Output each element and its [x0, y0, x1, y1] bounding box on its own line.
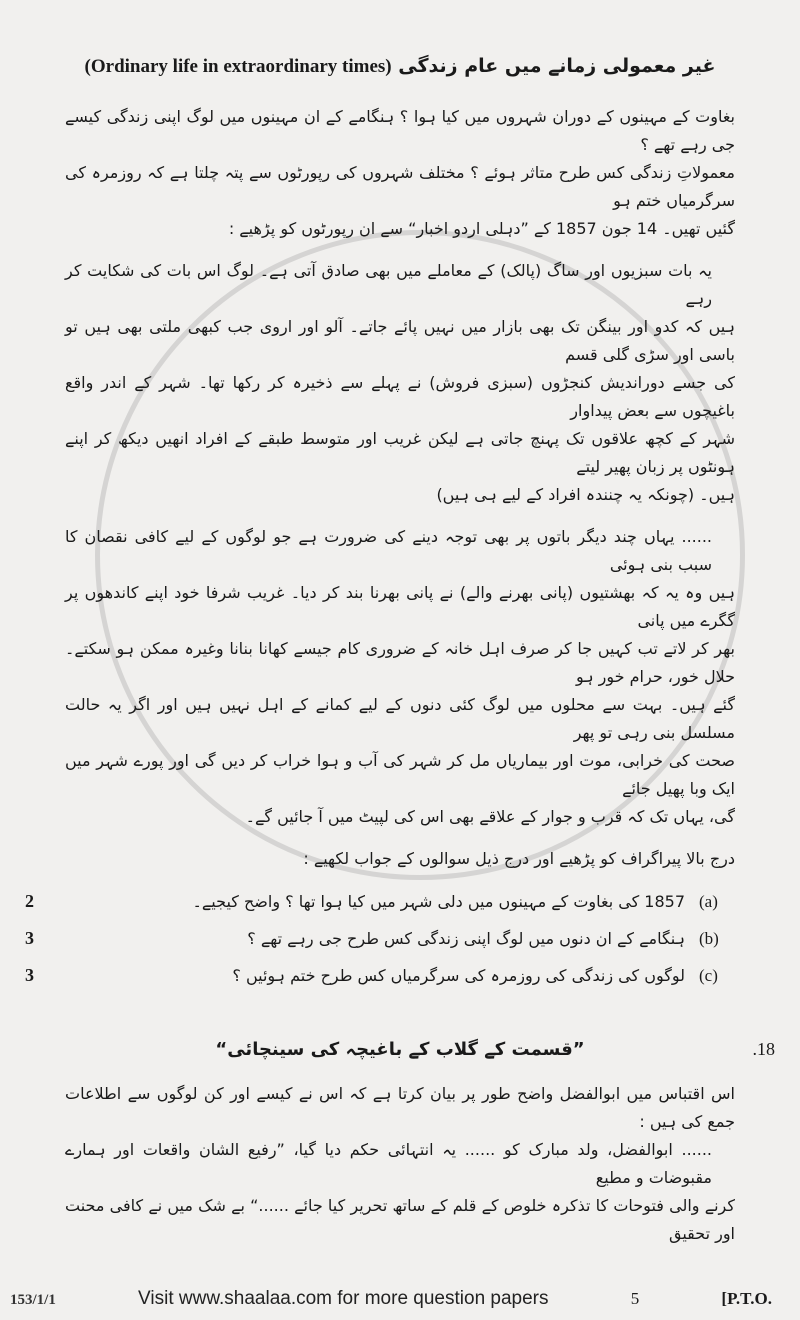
passage-paragraph-2: [65, 523, 735, 831]
shaalaa-link[interactable]: Visit www.shaalaa.com for more question papers: [138, 1288, 549, 1309]
passage-line: کی جسے دوراندیش کنجڑوں (سبزی فروش) نے پہلے سے ذخیرہ کر رکھا تھا۔ شہر کے اندر واقع باغیچوں سے بعض پیداوار: [65, 373, 735, 420]
question-18-paragraph: [65, 1080, 735, 1248]
question-a-label: (a): [699, 892, 718, 911]
passage-line: گی، یہاں تک کہ قرب و جوار کے علاقے بھی اس کی لپیٹ میں آ جائیں گے۔: [245, 807, 735, 826]
page-footer: [0, 1262, 800, 1320]
q18-line: اس اقتباس میں ابوالفضل واضح طور پر بیان کرتا ہے کہ اس نے کیسے اور کن لوگوں سے اطلاعات جمع کی ہیں :: [65, 1084, 735, 1131]
page-number: 5: [630, 1289, 640, 1308]
title-english: (Ordinary life in extraordinary times): [84, 56, 392, 77]
pto-label: [P.T.O.: [721, 1289, 772, 1308]
question-b-text: ہنگامے کے ان دنوں میں لوگ اپنی زندگی کس طرح جی رہے تھے ؟: [247, 929, 685, 948]
question-18-number: .18: [752, 1039, 775, 1059]
passage-line: صحت کی خرابی، موت اور بیماریاں مل کر شہر کی آب و ہوا خراب کر دیں گی اور پورے شہر میں ایک وبا پھیل جائے: [65, 751, 735, 798]
question-18-header: [65, 1036, 775, 1064]
passage-line: ہیں کہ کدو اور بینگن تک بھی بازار میں نہیں پائے جاتے۔ آلو اور اروی جب کبھی ملتی بھی ہیں تو باسی اور سڑی گلی قسم: [65, 317, 735, 364]
question-c-text: لوگوں کی زندگی کی روزمرہ کی سرگرمیاں کس طرح ختم ہوئیں ؟: [232, 966, 685, 985]
passage-line: ...... یہاں چند دیگر باتوں پر بھی توجہ دینے کی ضرورت ہے جو لوگوں کے لیے کافی نقصان کا سبب بنی ہوئی: [65, 527, 712, 574]
q18-line: ...... ابوالفضل، ولد مبارک کو ...... یہ انتہائی حکم دیا گیا، ”رفیع الشان واقعات اور ہمارے مقبوضات و مطیع: [65, 1140, 712, 1187]
intro-line: بغاوت کے مہینوں کے دوران شہروں میں کیا ہوا ؟ ہنگامے کے ان مہینوں میں لوگ اپنی زندگی کیسے جی رہے تھے ؟: [65, 107, 735, 154]
passage-paragraph-1: [65, 257, 735, 509]
question-b: [25, 924, 735, 953]
question-a-text: 1857 کی بغاوت کے مہینوں میں دلی شہر میں کیا ہوا تھا ؟ واضح کیجیے۔: [192, 892, 685, 911]
passage-line: گئے ہیں۔ بہت سے محلوں میں لوگ کئی دنوں کے لیے کمانے کے اہل نہیں ہیں اور اگر یہ حالت مسلسل بنی رہی تو پھر: [65, 695, 735, 742]
paper-code: 153/1/1: [10, 1292, 56, 1308]
question-b-label: (b): [699, 929, 719, 948]
passage-line: ہیں وہ یہ کہ بھشتیوں (پانی بھرنے والے) نے پانی بھرنا بند کر دیا۔ غریب شرفا خود اپنے کاندھوں پر گگرے میں پانی: [65, 583, 735, 630]
instruction: درج بالا پیراگراف کو پڑھیے اور درج ذیل سوالوں کے جواب لکھیے :: [303, 849, 735, 868]
passage-line: یہ بات سبزیوں اور ساگ (پالک) کے معاملے میں بھی صادق آتی ہے۔ لوگ اس بات کی شکایت کر رہے: [65, 261, 712, 308]
question-c: [25, 961, 735, 990]
intro-paragraph: [65, 103, 735, 243]
section-title: [65, 52, 735, 81]
question-18-heading: ”قسمت کے گلاب کے باغیچہ کی سینچائی“: [215, 1039, 585, 1060]
question-a: [25, 887, 735, 916]
intro-line: معمولاتِ زندگی کس طرح متاثر ہوئے ؟ مختلف شہروں کی رپورٹوں سے پتہ چلتا ہے کہ روزمرہ کی سرگرمیاں ختم ہو: [65, 163, 735, 210]
question-a-marks: 2: [25, 891, 34, 911]
passage-line: بھر کر لاتے تب کہیں جا کر صرف اہل خانہ کے ضروری کام جیسے کھانا بنانا وغیرہ ممکن ہو سکتے۔ حلال خور، حرام خور ہو: [65, 639, 735, 686]
question-c-marks: 3: [25, 965, 34, 985]
title-urdu: غیر معمولی زمانے میں عام زندگی: [398, 55, 716, 77]
intro-line: گئیں تھیں۔ 14 جون 1857 کے ”دہلی اردو اخبار“ سے ان رپورٹوں کو پڑھیے :: [228, 219, 735, 238]
passage-line: ہیں۔ (چونکہ یہ چنندہ افراد کے لیے ہی ہیں): [436, 485, 735, 504]
question-c-label: (c): [699, 966, 718, 985]
passage-line: شہر کے کچھ علاقوں تک پہنچ جاتی ہے لیکن غریب اور متوسط طبقے کے افراد انھیں دیکھ کر اپنے ہونٹوں پر زبان پھیر لیتے: [65, 429, 735, 476]
question-b-marks: 3: [25, 928, 34, 948]
q18-line: کرنے والی فتوحات کا تذکرہ خلوص کے قلم کے ساتھ تحریر کیا جائے ......“ بے شک میں نے کافی محنت اور تحقیق: [65, 1196, 735, 1243]
